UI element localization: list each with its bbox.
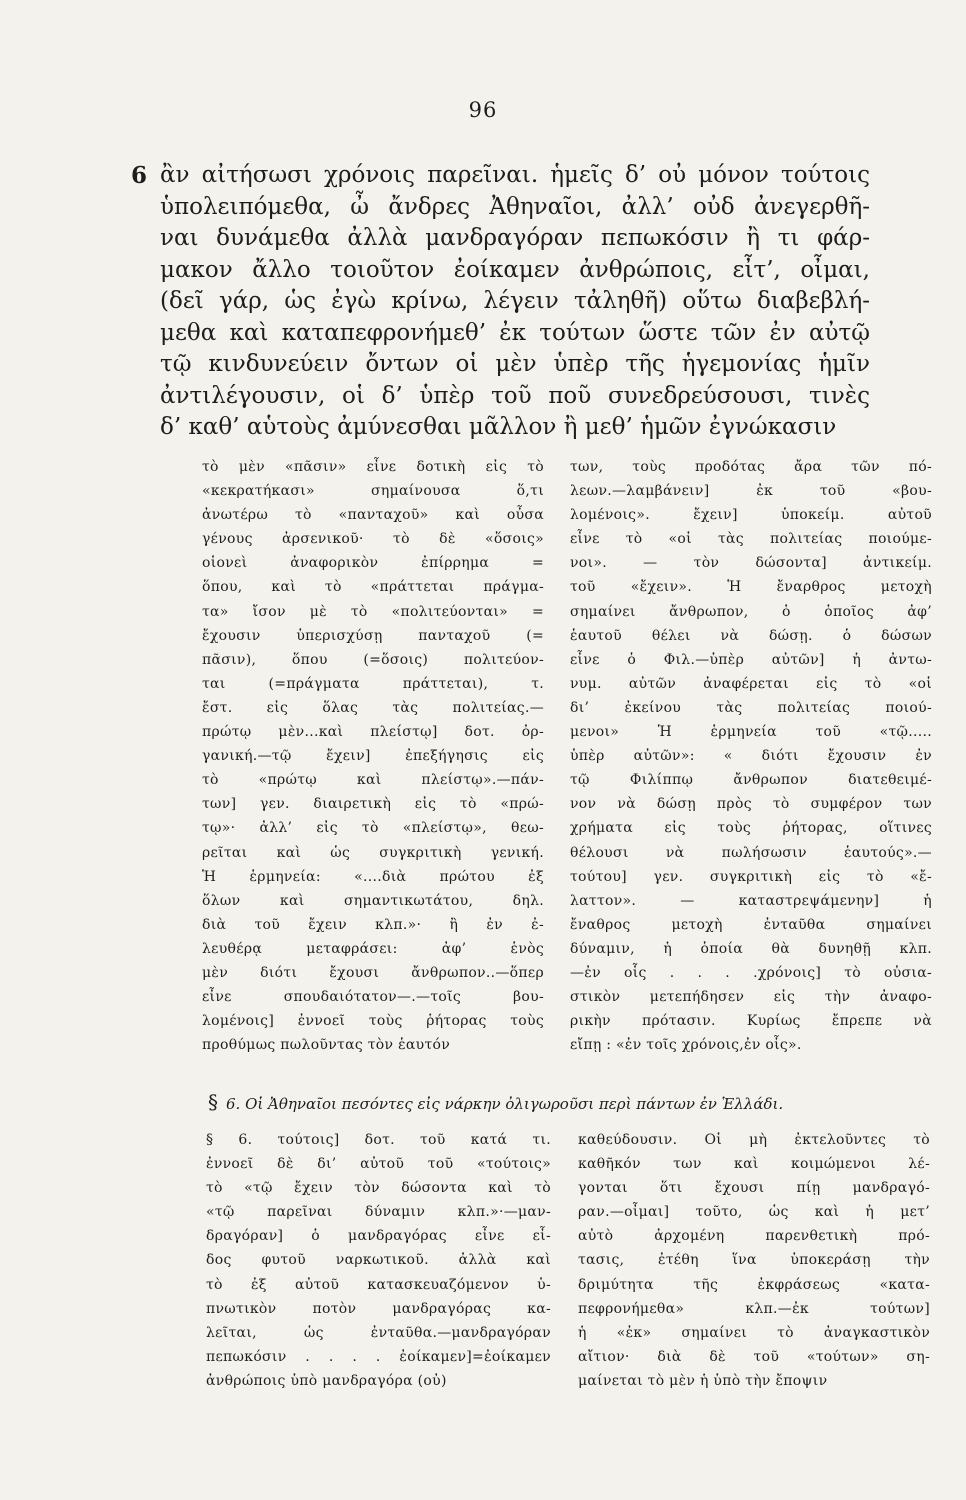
note-line: λεων.—λαμβάνειν] ἐκ τοῦ «βου- [570, 483, 932, 500]
main-line: ἀντιλέγουσιν, οἱ δ’ ὑπὲρ τοῦ ποῦ συνεδρεύσουσι, τινὲς [160, 382, 870, 409]
note-line: πεπωκόσιν . . . . ἐοίκαμεν]=ἐοίκαμεν [206, 1348, 551, 1365]
note-line: ραν.—οἶμαι] τοῦτο, ὡς καὶ ἡ μετ’ [578, 1204, 930, 1221]
note-line: τῷ Φιλίππῳ ἄνθρωπον διατεθειμέ- [570, 772, 932, 789]
note-line: πᾶσιν), ὅπου (=ὅσοις) πολιτεύον- [202, 651, 544, 668]
note-line: αἴτιον· διὰ δὲ τοῦ «τούτων» ση- [578, 1348, 930, 1365]
note-line: ἐννοεῖ δὲ δι’ αὐτοῦ τοῦ «τούτοις» [206, 1156, 551, 1173]
note-line: δι’ ἐκείνου τὰς πολιτείας ποιού- [570, 699, 932, 716]
note-line: μενοι» Ἡ ἑρμηνεία τοῦ «τῷ..... [570, 724, 932, 741]
note-line: πεφρονήμεθα» κλπ.—ἐκ τούτων] [578, 1300, 930, 1317]
note-line: καθεύδουσιν. Οἱ μὴ ἐκτελοῦντες τὸ [578, 1132, 930, 1148]
note-line: γένους ἀρσενικοῦ· τὸ δὲ «ὅσοις» [202, 531, 544, 548]
main-line: (δεῖ γάρ, ὡς ἐγὼ κρίνω, λέγειν τἀληθῆ) οὕτω διαβεβλή- [160, 288, 870, 314]
note-line: γονται ὅτι ἔχουσι πίῃ μανδραγό- [578, 1180, 930, 1197]
note-line: τα» ἴσον μὲ τὸ «πολιτεύονται» = [202, 603, 544, 620]
main-line: μακον ἄλλο τοιοῦτον ἐοίκαμεν ἀνθρώποις, εἶτ’, οἶμαι, [160, 256, 870, 283]
note-line: λομένοις] ἐννοεῖ τοὺς ῥήτορας τοὺς [202, 1013, 544, 1030]
note-line: ἔστ. εἰς ὅλας τὰς πολιτείας.— [202, 699, 544, 716]
note-line: ὅλων καὶ σημαντικωτάτου, δηλ. [202, 892, 544, 909]
note-line: εἶνε σπουδαιότατον—.—τοῖς βου- [202, 989, 544, 1006]
note-line: ἑαυτοῦ θέλει νὰ δώσῃ. ὁ δώσων [570, 627, 932, 644]
note-line: τούτου] γεν. συγκριτικὴ εἰς τὸ «ἔ- [570, 868, 932, 885]
note-line: «κεκρατήκασι» σημαίνουσα ὅ,τι [202, 483, 544, 500]
section-heading-text: 6. Οἱ Ἀθηναῖοι πεσόντες εἰς νάρκην ὀλιγωροῦσι περὶ πάντων ἐν Ἑλλάδι. [226, 1095, 784, 1113]
section-heading [208, 1090, 928, 1114]
note-line: των] γεν. διαιρετικὴ εἰς τὸ «πρώ- [202, 796, 544, 813]
note-line: τῳ»· ἀλλ’ εἰς τὸ «πλείστῳ», θεω- [202, 820, 544, 837]
main-line: ναι δυνάμεθα ἀλλὰ μανδραγόραν πεπωκόσιν ἢ τι φάρ- [160, 225, 870, 251]
main-line: δ’ καθ’ αὑτοὺς ἀμύνεσθαι μᾶλλον ἢ μεθ’ ἡμῶν ἐγνώκασιν [160, 414, 837, 440]
note-line: ται (=πράγματα πράττεται), τ. [202, 675, 544, 692]
main-line: μεθα καὶ καταπεφρονήμεθ’ ἐκ τούτων ὥστε τῶν ἐν αὐτῷ [160, 319, 870, 346]
note-line: ἀνθρώποις ὑπὸ μανδραγόρα (οὐ) [206, 1372, 447, 1389]
note-line: εἴπῃ : «ἐν τοῖς χρόνοις,ἐν οἷς». [570, 1037, 802, 1054]
note-line: νον νὰ δώσῃ πρὸς τὸ συμφέρον των [570, 796, 932, 813]
note-line: λευθέρᾳ μεταφράσει: ἀφ’ ἑνὸς [202, 940, 544, 957]
note-line: —ἐν οἷς . . . .χρόνοις] τὸ οὐσια- [570, 964, 932, 981]
note-line: θέλουσι νὰ πωλήσωσιν ἑαυτούς».— [570, 844, 932, 861]
note-line: ρεῖται καὶ ὡς συγκριτικὴ γενική. [202, 844, 544, 861]
notes-top-right [570, 455, 932, 1057]
note-line: δριμύτητα τῆς ἐκφράσεως «κατα- [578, 1276, 930, 1293]
note-line: γανική.—τῷ ἔχειν] ἐπεξήγησις εἰς [202, 748, 544, 765]
note-line: πνωτικὸν ποτὸν μανδραγόρας κα- [206, 1300, 551, 1317]
note-line: τὸ ἐξ αὐτοῦ κατασκευαζόμενον ὑ- [206, 1276, 551, 1293]
page-number: 96 [468, 98, 498, 122]
note-line: εἶνε ὁ Φιλ.—ὑπὲρ αὐτῶν] ἡ ἀντω- [570, 651, 932, 668]
note-line: μὲν διότι ἔχουσι ἄνθρωπον..—ὅπερ [202, 964, 544, 981]
note-line: ὅπου, καὶ τὸ «πράττεται πράγμα- [202, 579, 544, 596]
note-line: μαίνεται τὸ μὲν ἡ ὑπὸ τὴν ἔποψιν [578, 1372, 828, 1389]
note-line: λομένοις». ἔχειν] ὑποκείμ. αὐτοῦ [570, 507, 932, 524]
notes-top-left [202, 455, 544, 1057]
note-line: δραγόραν] ὁ μανδραγόρας εἶνε εἶ- [206, 1228, 551, 1245]
note-line: τοῦ «ἔχειν». Ἡ ἔναρθρος μετοχὴ [570, 579, 932, 596]
note-line: σημαίνει ἄνθρωπον, ὁ ὁποῖος ἀφ’ [570, 603, 932, 620]
note-line: των, τοὺς προδότας ἄρα τῶν πό- [570, 459, 932, 475]
note-line: ἔναθρος μετοχὴ ἐνταῦθα σημαίνει [570, 916, 932, 933]
note-line: τὸ μὲν «πᾶσιν» εἶνε δοτικὴ εἰς τὸ [202, 459, 544, 475]
note-line: πρώτῳ μὲν...καὶ πλείστῳ] δοτ. ὀρ- [202, 724, 544, 741]
note-line: νοι». — τὸν δώσοντα] ἀντικείμ. [570, 555, 932, 572]
note-line: λεῖται, ὡς ἐνταῦθα.—μανδραγόραν [206, 1324, 551, 1341]
main-line: τῷ κινδυνεύειν ὄντων οἱ μὲν ὑπὲρ τῆς ἡγεμονίας ἡμῖν [160, 351, 870, 377]
note-line: στικὸν μετεπήδησεν εἰς τὴν ἀναφο- [570, 989, 932, 1006]
note-line: δος φυτοῦ ναρκωτικοῦ. ἀλλὰ καὶ [206, 1252, 551, 1269]
main-line: ἂν αἰτήσωσι χρόνοις παρεῖναι. ἡμεῖς δ’ οὐ μόνον τούτοις [160, 162, 870, 188]
note-line: τὸ «πρώτῳ καὶ πλείστῳ».—πάν- [202, 772, 544, 789]
note-line: «τῷ παρεῖναι δύναμιν κλπ.»·—μαν- [206, 1204, 551, 1221]
note-line: εἶνε τὸ «οἱ τὰς πολιτείας ποιούμε- [570, 531, 932, 548]
notes-bottom-right [578, 1128, 930, 1393]
section-marker: 6 [131, 162, 148, 189]
note-line: ἔχουσιν ὑπερισχύσῃ πανταχοῦ (= [202, 627, 544, 644]
note-line: νυμ. αὐτῶν ἀναφέρεται εἰς τὸ «οἱ [570, 675, 932, 692]
note-line: ἀνωτέρω τὸ «πανταχοῦ» καὶ οὖσα [202, 507, 544, 524]
note-line: καθῆκόν των καὶ κοιμώμενοι λέ- [578, 1156, 930, 1173]
note-line: διὰ τοῦ ἔχειν κλπ.»· ἢ ἐν ἐ- [202, 916, 544, 933]
note-line: § 6. τούτοις] δοτ. τοῦ κατά τι. [206, 1132, 551, 1148]
note-line: χρήματα εἰς τοὺς ῥήτορας, οἵτινες [570, 820, 932, 837]
note-line: ὑπὲρ αὐτῶν»: « διότι ἔχουσιν ἐν [570, 748, 932, 765]
note-line: Ἡ ἑρμηνεία: «....διὰ πρώτου ἐξ [202, 868, 544, 885]
note-line: ρικὴν πρότασιν. Κυρίως ἔπρεπε νὰ [570, 1013, 932, 1030]
note-line: αὐτὸ ἀρχομένη παρενθετικὴ πρό- [578, 1228, 930, 1245]
note-line: οἱονεὶ ἀναφορικὸν ἐπίρρημα = [202, 555, 544, 572]
section-symbol: § [208, 1090, 218, 1114]
note-line: λαττον». — καταστρεψάμενην] ἡ [570, 892, 932, 909]
main-text [131, 160, 870, 444]
notes-bottom-left [206, 1128, 551, 1393]
main-line: ὑπολειπόμεθα, ὦ ἄνδρες Ἀθηναῖοι, ἀλλ’ οὐδ ἀνεγερθῆ- [160, 193, 870, 220]
note-line: ἡ «ἐκ» σημαίνει τὸ ἀναγκαστικὸν [578, 1324, 930, 1341]
note-line: τασις, ἐτέθη ἵνα ὑποκεράσῃ τὴν [578, 1252, 930, 1269]
note-line: προθύμως πωλοῦντας τὸν ἑαυτόν [202, 1037, 451, 1054]
note-line: δύναμιν, ἡ ὁποία θὰ δυνηθῇ κλπ. [570, 940, 932, 957]
note-line: τὸ «τῷ ἔχειν τὸν δώσοντα καὶ τὸ [206, 1180, 551, 1197]
